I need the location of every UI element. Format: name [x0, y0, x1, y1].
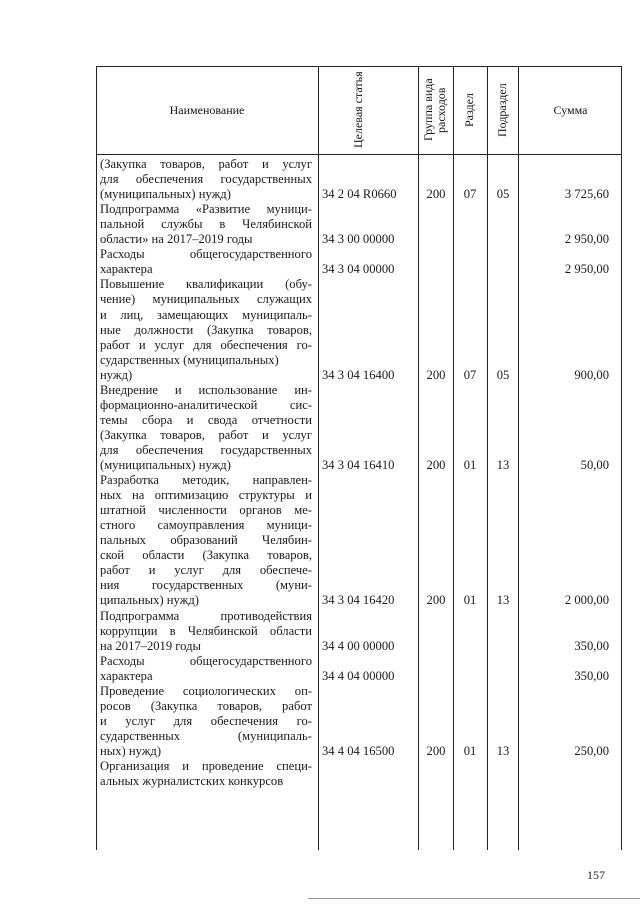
- col-border-right: [621, 66, 622, 850]
- row-name-line: и лиц, замещающих муниципаль-: [100, 307, 312, 322]
- header-bottom-border: [96, 154, 622, 155]
- row-section: 01: [463, 593, 477, 608]
- row-target-article: 34 3 00 00000: [322, 232, 395, 247]
- row-section: 01: [463, 743, 477, 758]
- row-section: 01: [463, 458, 477, 472]
- row-name-line: росов (Закупка товаров, работ: [100, 698, 312, 713]
- row-expense-group: 200: [426, 743, 446, 758]
- row-subsection: 13: [496, 743, 510, 758]
- row-name-line: коррупции в Челябинской области: [100, 623, 312, 638]
- row-sum: 350,00: [574, 668, 609, 683]
- row-name-line: области» на 2017–2019 годы: [100, 232, 253, 247]
- row-name-line: характера: [100, 668, 153, 683]
- row-name-line: (муниципальных) нужд): [100, 187, 231, 202]
- row-target-article: 34 4 04 16500: [322, 743, 395, 758]
- row-name-line: ния государственных (муни-: [100, 578, 312, 593]
- row-name-line: стного самоуправления муници-: [100, 518, 312, 533]
- row-name-line: ской области (Закупка товаров,: [100, 548, 312, 563]
- row-name-line: (Закупка товаров, работ и услуг: [100, 157, 312, 171]
- header-subsection: Подраздел: [495, 83, 509, 137]
- row-name-line: ных) нужд): [100, 743, 162, 758]
- col-border-name: [318, 66, 319, 850]
- row-name-line: пальной службы в Челябинской: [100, 217, 312, 232]
- row-target-article: 34 4 04 00000: [322, 668, 395, 683]
- row-name-line: для обеспечения государственных: [100, 442, 312, 457]
- row-name-line: альных журналистских конкурсов: [100, 774, 284, 789]
- col-border-code: [418, 66, 419, 850]
- row-target-article: 34 3 04 16400: [322, 367, 395, 382]
- row-name-line: на 2017–2019 годы: [100, 638, 201, 653]
- row-name-line: Подпрограмма «Развитие муници-: [100, 202, 312, 217]
- row-name-line: ных на оптимизацию структуры и: [100, 488, 312, 503]
- row-name-line: сударственных (муниципаль-: [100, 728, 312, 743]
- row-target-article: 34 4 00 00000: [322, 638, 395, 653]
- row-name-line: нужд): [100, 367, 133, 382]
- header-name: Наименование: [169, 102, 245, 117]
- header-section: Раздел: [462, 93, 476, 127]
- row-name-line: чение) муниципальных служащих: [100, 292, 312, 307]
- row-name-line: сударственных (муниципальных): [100, 352, 279, 367]
- row-subsection: 05: [496, 187, 510, 202]
- footer-rule: [308, 898, 640, 899]
- row-sum: 3 725,60: [564, 187, 609, 202]
- row-expense-group: 200: [426, 458, 446, 472]
- row-name-line: (муниципальных) нужд): [100, 458, 231, 472]
- row-section: 07: [463, 187, 477, 202]
- row-name-line: формационно-аналитической сис-: [100, 397, 312, 412]
- row-subsection: 05: [496, 367, 510, 382]
- header-expense-group: Группа вида расходов: [421, 78, 448, 142]
- row-name-line: и услуг для обеспечения го-: [100, 713, 312, 728]
- row-name-line: работ и услуг для обеспече-: [100, 563, 312, 578]
- row-target-article: 34 3 04 16410: [322, 458, 395, 472]
- row-sum: 50,00: [580, 458, 609, 472]
- row-target-article: 34 3 04 16420: [322, 593, 395, 608]
- col-border-left: [96, 66, 97, 850]
- row-name-line: Проведение социологических оп-: [100, 683, 312, 698]
- col-border-section: [487, 66, 488, 850]
- row-name-line: темы сбора и свода отчетности: [100, 412, 312, 427]
- row-expense-group: 200: [426, 593, 446, 608]
- row-name-line: работ и услуг для обеспечения го-: [100, 337, 312, 352]
- row-target-article: 34 3 04 00000: [322, 262, 395, 277]
- row-sum: 2 950,00: [564, 232, 609, 247]
- row-subsection: 13: [496, 458, 510, 472]
- row-expense-group: 200: [426, 187, 446, 202]
- col-border-group: [453, 66, 454, 850]
- row-section: 07: [463, 367, 477, 382]
- row-sum: 250,00: [574, 743, 609, 758]
- row-name-line: Организация и проведение специ-: [100, 759, 312, 773]
- row-name-line: Расходы общегосударственного: [100, 247, 312, 262]
- row-name-line: ципальных) нужд): [100, 593, 199, 608]
- row-subsection: 13: [496, 593, 510, 608]
- row-name-line: (Закупка товаров, работ и услуг: [100, 427, 312, 442]
- row-name-line: ные должности (Закупка товаров,: [100, 322, 312, 337]
- row-sum: 900,00: [574, 367, 609, 382]
- row-target-article: 34 2 04 R0660: [322, 187, 397, 202]
- row-name-line: Повышение квалификации (обу-: [100, 277, 312, 292]
- row-sum: 350,00: [574, 638, 609, 653]
- row-name-line: Внедрение и использование ин-: [100, 382, 312, 397]
- header-sum: Сумма: [553, 102, 588, 117]
- row-name-line: Расходы общегосударственного: [100, 653, 312, 668]
- row-sum: 2 950,00: [564, 262, 609, 277]
- row-name-line: характера: [100, 262, 153, 277]
- row-name-line: пальных образований Челябин-: [100, 533, 312, 548]
- row-name-line: штатной численности органов ме-: [100, 503, 312, 518]
- row-sum: 2 000,00: [564, 593, 609, 608]
- row-expense-group: 200: [426, 367, 446, 382]
- header-target-article: Целевая статья: [351, 71, 365, 149]
- page-number: 157: [587, 868, 605, 882]
- row-name-line: для обеспечения государственных: [100, 172, 312, 187]
- row-name-line: Разработка методик, направлен-: [100, 473, 312, 488]
- row-name-line: Подпрограмма противодействия: [100, 608, 312, 623]
